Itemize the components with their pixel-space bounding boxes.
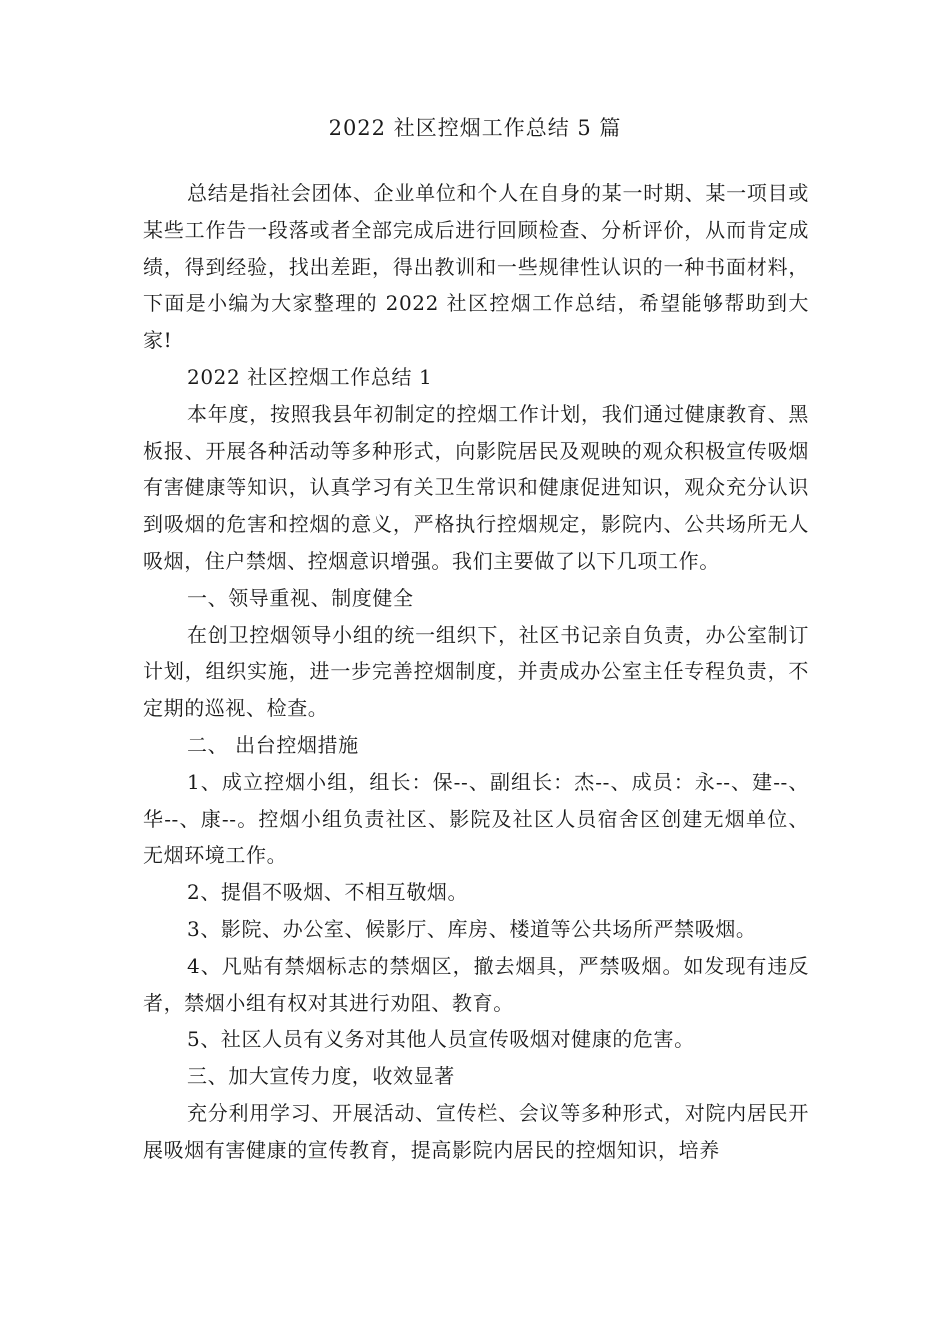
document-body — [143, 175, 809, 1169]
list-item-measure-5: 5、社区人员有义务对其他人员宣传吸烟对健康的危害。 — [187, 1027, 695, 1052]
list-item-measure-1: 1、成立控烟小组，组长：保--、副组长：杰--、成员：永--、建--、华--、康--。控烟小组负责社区、影院及社区人员宿舍区创建无烟单位、无烟环境工作。 — [143, 769, 809, 868]
paragraph-publicity: 充分利用学习、开展活动、宣传栏、会议等多种形式，对院内居民开展吸烟有害健康的宣传教育，提高影院内居民的控烟知识，培养 — [143, 1100, 809, 1162]
list-item-measure-4: 4、凡贴有禁烟标志的禁烟区，撤去烟具，严禁吸烟。如发现有违反者，禁烟小组有权对其进行劝阻、教育。 — [143, 953, 809, 1015]
section-heading-summary-1: 2022 社区控烟工作总结 1 — [187, 364, 433, 389]
paragraph-intro: 总结是指社会团体、企业单位和个人在自身的某一时期、某一项目或某些工作告一段落或者全部完成后进行回顾检查、分析评价，从而肯定成绩，得到经验，找出差距，得出教训和一些规律性认识的一种书面材料，下面是小编为大家整理的 2022 社区控烟工作总结，希望能够帮助到大家! — [143, 181, 809, 353]
list-item-measure-2: 2、提倡不吸烟、不相互敬烟。 — [187, 880, 469, 905]
document-title: 2022 社区控烟工作总结 5 篇 — [328, 116, 622, 140]
section-heading-measures: 二、 出台控烟措施 — [187, 732, 359, 757]
paragraph-annual-overview: 本年度，按照我县年初制定的控烟工作计划，我们通过健康教育、黑板报、开展各种活动等多种形式，向影院居民及观映的观众积极宣传吸烟有害健康等知识，认真学习有关卫生常识和健康促进知识，观众充分认识到吸烟的危害和控烟的意义，严格执行控烟规定，影院内、公共场所无人吸烟，住户禁烟、控烟意识增强。我们主要做了以下几项工作。 — [143, 401, 809, 573]
paragraph-leadership: 在创卫控烟领导小组的统一组织下，社区书记亲自负责，办公室制订计划，组织实施，进一步完善控烟制度，并责成办公室主任专程负责，不定期的巡视、检查。 — [143, 622, 809, 721]
section-heading-leadership: 一、领导重视、制度健全 — [187, 585, 414, 610]
section-heading-publicity: 三、加大宣传力度，收效显著 — [187, 1064, 455, 1089]
list-item-measure-3: 3、影院、办公室、候影厅、库房、楼道等公共场所严禁吸烟。 — [187, 916, 757, 941]
